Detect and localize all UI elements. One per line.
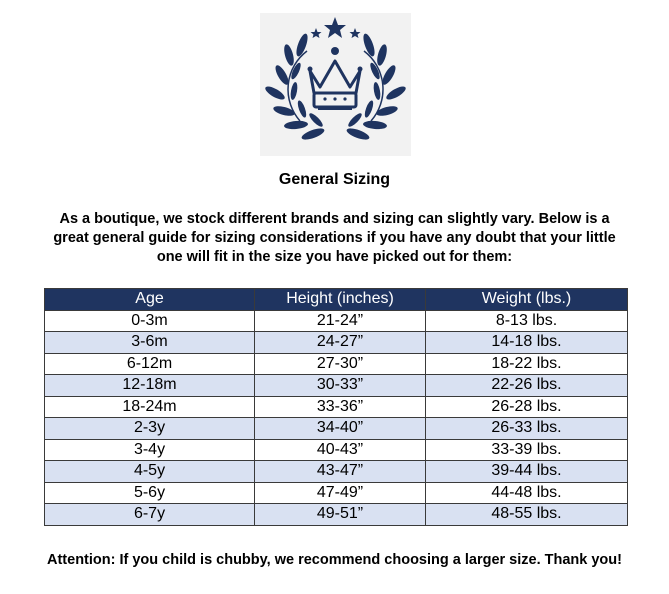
height-cell: 24-27”	[255, 332, 426, 354]
weight-cell: 26-28 lbs.	[426, 396, 628, 418]
logo	[260, 13, 411, 156]
weight-cell: 44-48 lbs.	[426, 482, 628, 504]
age-cell: 6-12m	[45, 353, 255, 375]
age-cell: 0-3m	[45, 310, 255, 332]
sizing-table	[44, 288, 628, 526]
table-row	[45, 418, 628, 440]
age-cell: 5-6y	[45, 482, 255, 504]
height-cell: 34-40”	[255, 418, 426, 440]
intro-text	[20, 210, 649, 267]
column-header-height: Height (inches)	[255, 289, 426, 311]
age-cell: 3-4y	[45, 439, 255, 461]
weight-cell: 18-22 lbs.	[426, 353, 628, 375]
table-row	[45, 353, 628, 375]
age-cell: 12-18m	[45, 375, 255, 397]
intro-line: great general guide for sizing considerations if you have any doubt that your little	[53, 230, 616, 246]
intro-line: one will fit in the size you have picked out for them:	[156, 249, 513, 265]
height-cell: 33-36”	[255, 396, 426, 418]
height-cell: 40-43”	[255, 439, 426, 461]
table-row	[45, 461, 628, 483]
height-cell: 49-51”	[255, 504, 426, 526]
table-row	[45, 332, 628, 354]
weight-cell: 33-39 lbs.	[426, 439, 628, 461]
height-cell: 30-33”	[255, 375, 426, 397]
column-header-age: Age	[45, 289, 255, 311]
age-cell: 2-3y	[45, 418, 255, 440]
table-row	[45, 482, 628, 504]
table-header-row	[45, 289, 628, 311]
table-row	[45, 310, 628, 332]
age-cell: 18-24m	[45, 396, 255, 418]
weight-cell: 26-33 lbs.	[426, 418, 628, 440]
age-cell: 6-7y	[45, 504, 255, 526]
intro-line: As a boutique, we stock different brands and sizing can slightly vary. Below is a	[59, 211, 610, 227]
weight-cell: 48-55 lbs.	[426, 504, 628, 526]
table-row	[45, 396, 628, 418]
page-title: General Sizing	[278, 171, 391, 188]
attention-note: Attention: If you child is chubby, we recommend choosing a larger size. Thank you!	[47, 552, 622, 568]
height-cell: 47-49”	[255, 482, 426, 504]
height-cell: 43-47”	[255, 461, 426, 483]
height-cell: 27-30”	[255, 353, 426, 375]
crown-laurel-icon	[260, 13, 411, 156]
weight-cell: 14-18 lbs.	[426, 332, 628, 354]
table-row	[45, 375, 628, 397]
age-cell: 3-6m	[45, 332, 255, 354]
weight-cell: 39-44 lbs.	[426, 461, 628, 483]
column-header-weight: Weight (lbs.)	[426, 289, 628, 311]
table-row	[45, 439, 628, 461]
age-cell: 4-5y	[45, 461, 255, 483]
weight-cell: 8-13 lbs.	[426, 310, 628, 332]
table-row	[45, 504, 628, 526]
height-cell: 21-24”	[255, 310, 426, 332]
weight-cell: 22-26 lbs.	[426, 375, 628, 397]
